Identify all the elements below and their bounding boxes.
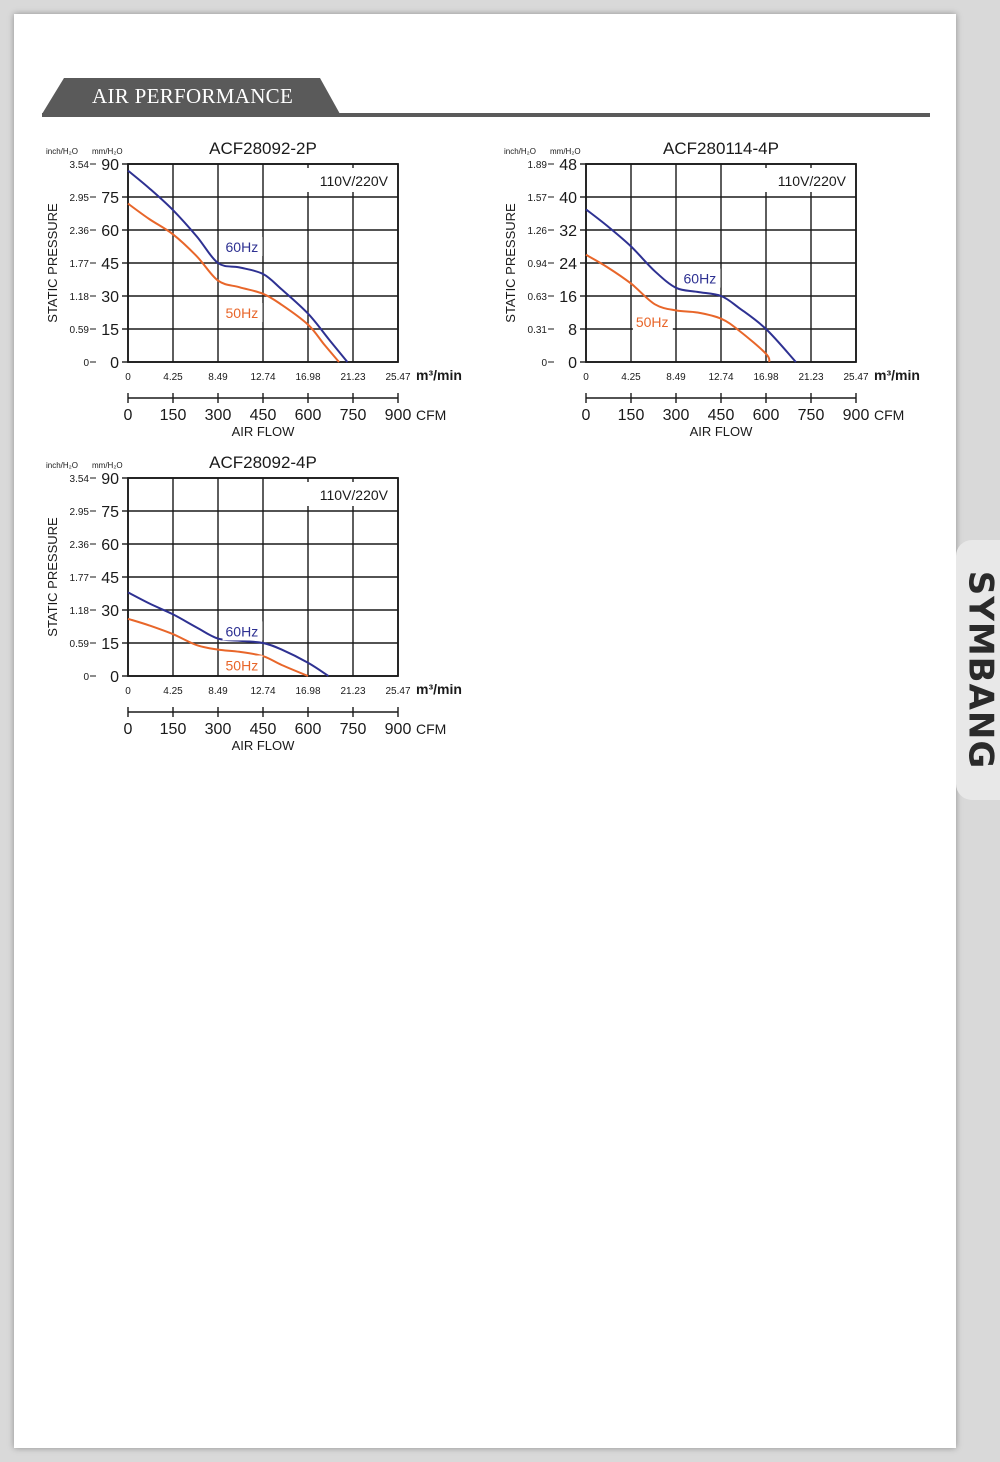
y-axis-title: STATIC PRESSURE bbox=[503, 203, 518, 323]
x-tick-label-m3: 12.74 bbox=[250, 372, 276, 383]
y-tick-label-inch: 2.95 bbox=[69, 193, 89, 204]
x-tick-label-cfm: 300 bbox=[204, 721, 232, 738]
y-tick-label-inch: 3.54 bbox=[69, 474, 89, 485]
y-tick-label-mm: 32 bbox=[559, 223, 577, 240]
x-tick-label-m3: 25.47 bbox=[385, 372, 411, 383]
x-tick-label-m3: 21.23 bbox=[340, 372, 366, 383]
voltage-label: 110V/220V bbox=[777, 173, 846, 189]
y-tick-label-mm: 45 bbox=[101, 256, 119, 273]
x-unit-m3-label: m³/min bbox=[874, 367, 920, 383]
y-tick-label-inch: 1.89 bbox=[527, 160, 547, 171]
y-tick-label-mm: 40 bbox=[559, 190, 577, 207]
x-tick-label-m3: 8.49 bbox=[666, 372, 686, 383]
x-tick-label-m3: 16.98 bbox=[753, 372, 779, 383]
y-tick-label-mm: 75 bbox=[101, 504, 119, 521]
y-tick-label-mm: 60 bbox=[101, 537, 119, 554]
y-tick-label-inch: 1.26 bbox=[527, 226, 547, 237]
y-tick-label-mm: 8 bbox=[568, 322, 577, 339]
y-tick-label-inch: 1.77 bbox=[69, 573, 89, 584]
y-tick-label-mm: 16 bbox=[559, 289, 577, 306]
x-tick-label-cfm: 450 bbox=[707, 407, 735, 424]
series-label-60hz: 60Hz bbox=[225, 623, 259, 640]
y-tick-label-inch: 0 bbox=[83, 358, 89, 369]
x-tick-label-cfm: 600 bbox=[752, 407, 780, 424]
y-tick-label-mm: 48 bbox=[559, 157, 577, 174]
series-line-50hz bbox=[586, 255, 769, 362]
y-tick-label-inch: 0.31 bbox=[527, 325, 547, 336]
x-tick-label-cfm: 450 bbox=[249, 407, 277, 424]
x-tick-label-m3: 0 bbox=[583, 372, 589, 383]
y-tick-label-mm: 0 bbox=[110, 355, 119, 372]
y-tick-label-mm: 60 bbox=[101, 223, 119, 240]
x-tick-label-cfm: 300 bbox=[662, 407, 690, 424]
y-tick-label-inch: 0 bbox=[83, 672, 89, 683]
x-tick-label-cfm: 150 bbox=[159, 407, 187, 424]
x-unit-m3-label: m³/min bbox=[416, 367, 462, 383]
x-tick-label-m3: 8.49 bbox=[208, 686, 228, 697]
chart-acf28092-4p bbox=[42, 444, 482, 754]
y-tick-label-inch: 2.95 bbox=[69, 507, 89, 518]
chart-title: ACF280114-4P bbox=[663, 139, 779, 158]
x-tick-label-cfm: 900 bbox=[842, 407, 870, 424]
x-tick-label-cfm: 300 bbox=[204, 407, 232, 424]
series-label-50hz: 50Hz bbox=[225, 657, 259, 674]
y-tick-label-inch: 0.63 bbox=[527, 292, 547, 303]
y-tick-label-mm: 15 bbox=[101, 322, 119, 339]
x-tick-label-cfm: 900 bbox=[384, 407, 412, 424]
x-tick-label-m3: 25.47 bbox=[843, 372, 869, 383]
x-unit-cfm-label: CFM bbox=[416, 721, 447, 737]
y-tick-label-inch: 2.36 bbox=[69, 540, 89, 551]
y-unit-mm-label: mm/H₂O bbox=[92, 461, 123, 470]
y-tick-label-mm: 24 bbox=[559, 256, 577, 273]
y-unit-inch-label: inch/H₂O bbox=[46, 147, 79, 156]
y-tick-label-inch: 0.94 bbox=[527, 259, 547, 270]
y-tick-label-inch: 1.57 bbox=[527, 193, 547, 204]
chart-title: ACF28092-4P bbox=[209, 453, 317, 472]
x-tick-label-cfm: 750 bbox=[339, 721, 367, 738]
y-tick-label-inch: 3.54 bbox=[69, 160, 89, 171]
brand-logo bbox=[960, 565, 1000, 775]
voltage-label: 110V/220V bbox=[319, 173, 388, 189]
x-tick-label-cfm: 0 bbox=[581, 407, 591, 424]
x-tick-label-cfm: 150 bbox=[159, 721, 187, 738]
y-tick-label-mm: 90 bbox=[101, 471, 119, 488]
section-title: AIR PERFORMANCE bbox=[92, 84, 294, 108]
x-tick-label-m3: 0 bbox=[125, 372, 131, 383]
y-tick-label-inch: 0.59 bbox=[69, 639, 89, 650]
voltage-label: 110V/220V bbox=[319, 487, 388, 503]
x-tick-label-m3: 4.25 bbox=[163, 686, 183, 697]
y-unit-inch-label: inch/H₂O bbox=[504, 147, 537, 156]
y-tick-label-mm: 75 bbox=[101, 190, 119, 207]
series-label-60hz: 60Hz bbox=[225, 239, 259, 255]
section-divider bbox=[42, 113, 930, 117]
y-tick-label-mm: 0 bbox=[110, 669, 119, 686]
x-tick-label-m3: 4.25 bbox=[163, 372, 183, 383]
plot-grid bbox=[128, 478, 398, 676]
x-tick-label-cfm: 750 bbox=[797, 407, 825, 424]
x-tick-label-m3: 12.74 bbox=[708, 372, 734, 383]
y-tick-label-mm: 30 bbox=[101, 603, 119, 620]
chart-acf28092-2p bbox=[42, 130, 482, 440]
x-tick-label-m3: 25.47 bbox=[385, 686, 411, 697]
y-axis-title: STATIC PRESSURE bbox=[45, 203, 60, 323]
x-axis-title: AIR FLOW bbox=[689, 424, 753, 439]
y-axis-title: STATIC PRESSURE bbox=[45, 517, 60, 637]
x-tick-label-m3: 21.23 bbox=[798, 372, 824, 383]
x-tick-label-cfm: 600 bbox=[294, 721, 322, 738]
y-tick-label-inch: 1.18 bbox=[69, 606, 89, 617]
plot-grid bbox=[128, 164, 398, 362]
chart-title: ACF28092-2P bbox=[209, 139, 317, 158]
y-tick-label-inch: 1.77 bbox=[69, 259, 89, 270]
series-label-50hz: 50Hz bbox=[635, 313, 669, 330]
x-tick-label-m3: 16.98 bbox=[295, 686, 321, 697]
y-tick-label-inch: 1.18 bbox=[69, 292, 89, 303]
x-unit-cfm-label: CFM bbox=[874, 407, 905, 423]
y-unit-mm-label: mm/H₂O bbox=[92, 147, 123, 156]
y-tick-label-inch: 0.59 bbox=[69, 325, 89, 336]
x-tick-label-cfm: 600 bbox=[294, 407, 322, 424]
x-tick-label-cfm: 0 bbox=[123, 721, 133, 738]
x-unit-m3-label: m³/min bbox=[416, 681, 462, 697]
plot-grid bbox=[586, 164, 856, 362]
y-tick-label-mm: 30 bbox=[101, 289, 119, 306]
x-axis-title: AIR FLOW bbox=[231, 424, 295, 439]
y-tick-label-inch: 0 bbox=[541, 358, 547, 369]
y-tick-label-inch: 2.36 bbox=[69, 226, 89, 237]
y-tick-label-mm: 90 bbox=[101, 157, 119, 174]
x-tick-label-cfm: 450 bbox=[249, 721, 277, 738]
x-tick-label-cfm: 900 bbox=[384, 721, 412, 738]
y-tick-label-mm: 15 bbox=[101, 636, 119, 653]
x-tick-label-m3: 16.98 bbox=[295, 372, 321, 383]
y-unit-mm-label: mm/H₂O bbox=[550, 147, 581, 156]
x-tick-label-m3: 8.49 bbox=[208, 372, 228, 383]
x-tick-label-cfm: 0 bbox=[123, 407, 133, 424]
y-tick-label-mm: 0 bbox=[568, 355, 577, 372]
y-unit-inch-label: inch/H₂O bbox=[46, 461, 79, 470]
x-tick-label-m3: 0 bbox=[125, 686, 131, 697]
y-tick-label-mm: 45 bbox=[101, 570, 119, 587]
x-tick-label-cfm: 150 bbox=[617, 407, 645, 424]
x-tick-label-m3: 12.74 bbox=[250, 686, 276, 697]
series-label-60hz: 60Hz bbox=[683, 270, 717, 287]
series-label-50hz: 50Hz bbox=[225, 305, 259, 321]
x-axis-title: AIR FLOW bbox=[231, 738, 295, 753]
x-unit-cfm-label: CFM bbox=[416, 407, 447, 423]
x-tick-label-m3: 4.25 bbox=[621, 372, 641, 383]
brand-name: SYMBANG bbox=[960, 570, 1000, 770]
chart-acf280114-4p bbox=[500, 130, 940, 440]
x-tick-label-cfm: 750 bbox=[339, 407, 367, 424]
x-tick-label-m3: 21.23 bbox=[340, 686, 366, 697]
